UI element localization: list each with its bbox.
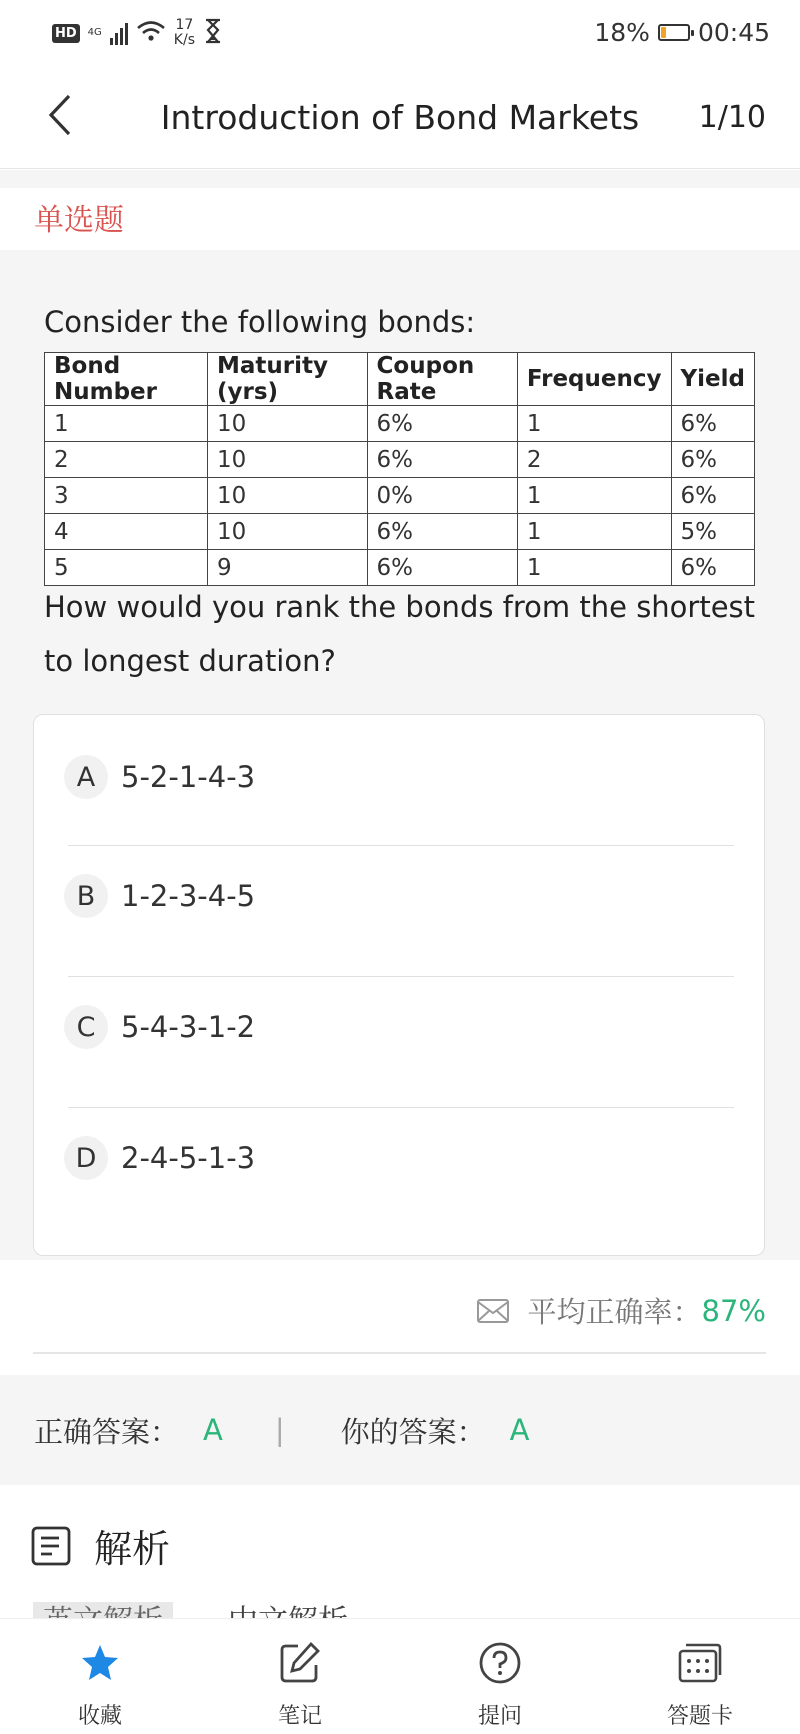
battery-icon xyxy=(658,24,690,41)
page-title: Introduction of Bond Markets xyxy=(160,98,640,137)
column-header: Bond Number xyxy=(45,353,208,406)
question-area xyxy=(0,250,800,1260)
hourglass-icon xyxy=(203,18,223,48)
table-cell: 1 xyxy=(517,406,671,442)
option-text: 1-2-3-4-5 xyxy=(121,879,256,913)
nav-favorite[interactable] xyxy=(30,1619,170,1734)
table-cell: 1 xyxy=(45,406,208,442)
table-cell: 6% xyxy=(367,514,517,550)
nav-label: 答题卡 xyxy=(666,1704,733,1729)
divider xyxy=(33,1352,766,1354)
bottom-nav xyxy=(0,1618,800,1734)
column-header: Maturity (yrs) xyxy=(207,353,367,406)
correct-answer-value: A xyxy=(203,1413,223,1447)
status-right xyxy=(594,18,770,47)
option-letter: C xyxy=(64,1005,108,1049)
option-letter: B xyxy=(64,874,108,918)
table-cell: 6% xyxy=(671,478,755,514)
option-divider xyxy=(68,1107,734,1108)
edit-note-icon xyxy=(278,1639,322,1687)
table-row xyxy=(45,442,755,478)
analysis-heading xyxy=(30,1518,170,1573)
table-row xyxy=(45,406,755,442)
table-cell: 5% xyxy=(671,514,755,550)
analysis-title: 解析 xyxy=(94,1527,171,1571)
accuracy-stats xyxy=(476,1290,766,1331)
table-cell: 10 xyxy=(207,406,367,442)
option-text: 2-4-5-1-3 xyxy=(121,1141,256,1175)
clock: 00:45 xyxy=(697,18,770,47)
accuracy-value: 87% xyxy=(701,1293,766,1328)
question-prompt: How would you rank the bonds from the shortest to longest duration? xyxy=(44,590,756,678)
table-cell: 6% xyxy=(367,550,517,586)
correct-answer-label: 正确答案： xyxy=(34,1414,180,1449)
status-left xyxy=(52,18,223,48)
table-cell: 2 xyxy=(517,442,671,478)
your-answer-value: A xyxy=(509,1413,530,1447)
battery-percent: 18% xyxy=(594,18,650,47)
option-c[interactable] xyxy=(64,987,734,1067)
table-cell: 10 xyxy=(207,514,367,550)
status-bar xyxy=(0,0,800,68)
nav-label: 笔记 xyxy=(277,1704,322,1729)
column-header: Frequency xyxy=(517,353,671,406)
analysis-tabs xyxy=(0,1598,800,1618)
wifi-icon xyxy=(136,19,166,47)
star-icon xyxy=(80,1639,120,1687)
question-intro: Consider the following bonds: xyxy=(44,305,476,339)
table-cell: 6% xyxy=(367,406,517,442)
table-cell: 4 xyxy=(45,514,208,550)
top-app-bar xyxy=(0,68,800,169)
table-cell: 1 xyxy=(517,550,671,586)
signal-icon xyxy=(110,21,128,45)
column-header: Yield xyxy=(671,353,755,406)
accuracy-label: 平均正确率： xyxy=(527,1295,702,1329)
table-header-row xyxy=(45,353,755,406)
table-cell: 0% xyxy=(367,478,517,514)
table-cell: 5 xyxy=(45,550,208,586)
bonds-table xyxy=(44,352,755,586)
option-divider xyxy=(68,976,734,977)
question-type-label: 单选题 xyxy=(34,203,124,238)
table-cell: 10 xyxy=(207,478,367,514)
nav-answer-card[interactable] xyxy=(630,1619,770,1734)
option-divider xyxy=(68,845,734,846)
question-counter: 1/10 xyxy=(698,100,766,135)
table-cell: 6% xyxy=(671,550,755,586)
option-letter: D xyxy=(64,1136,108,1180)
option-text: 5-4-3-1-2 xyxy=(121,1010,256,1044)
network-type: 4G xyxy=(87,27,102,38)
option-text: 5-2-1-4-3 xyxy=(121,760,256,794)
table-row xyxy=(45,478,755,514)
table-cell: 1 xyxy=(517,514,671,550)
answer-bar xyxy=(0,1375,800,1485)
option-letter: A xyxy=(64,755,108,799)
your-answer-label: 你的答案： xyxy=(340,1414,486,1449)
net-speed: 17 K/s xyxy=(173,17,195,48)
option-a[interactable] xyxy=(64,737,734,817)
table-cell: 6% xyxy=(671,442,755,478)
table-cell: 1 xyxy=(517,478,671,514)
options-card xyxy=(33,714,765,1256)
table-cell: 2 xyxy=(45,442,208,478)
table-cell: 6% xyxy=(671,406,755,442)
answer-separator: | xyxy=(274,1413,285,1447)
table-cell: 3 xyxy=(45,478,208,514)
document-icon xyxy=(30,1525,72,1567)
option-b[interactable] xyxy=(64,856,734,936)
answer-card-icon xyxy=(677,1639,723,1687)
hd-badge: HD xyxy=(52,24,80,43)
question-icon xyxy=(478,1639,522,1687)
column-header: Coupon Rate xyxy=(367,353,517,406)
table-row xyxy=(45,514,755,550)
nav-label: 收藏 xyxy=(77,1704,122,1729)
nav-label: 提问 xyxy=(477,1704,522,1729)
nav-notes[interactable] xyxy=(230,1619,370,1734)
table-cell: 10 xyxy=(207,442,367,478)
table-cell: 6% xyxy=(367,442,517,478)
mail-icon[interactable] xyxy=(476,1297,510,1325)
table-cell: 9 xyxy=(207,550,367,586)
spacer xyxy=(0,170,800,188)
option-d[interactable] xyxy=(64,1118,734,1198)
nav-ask[interactable] xyxy=(430,1619,570,1734)
